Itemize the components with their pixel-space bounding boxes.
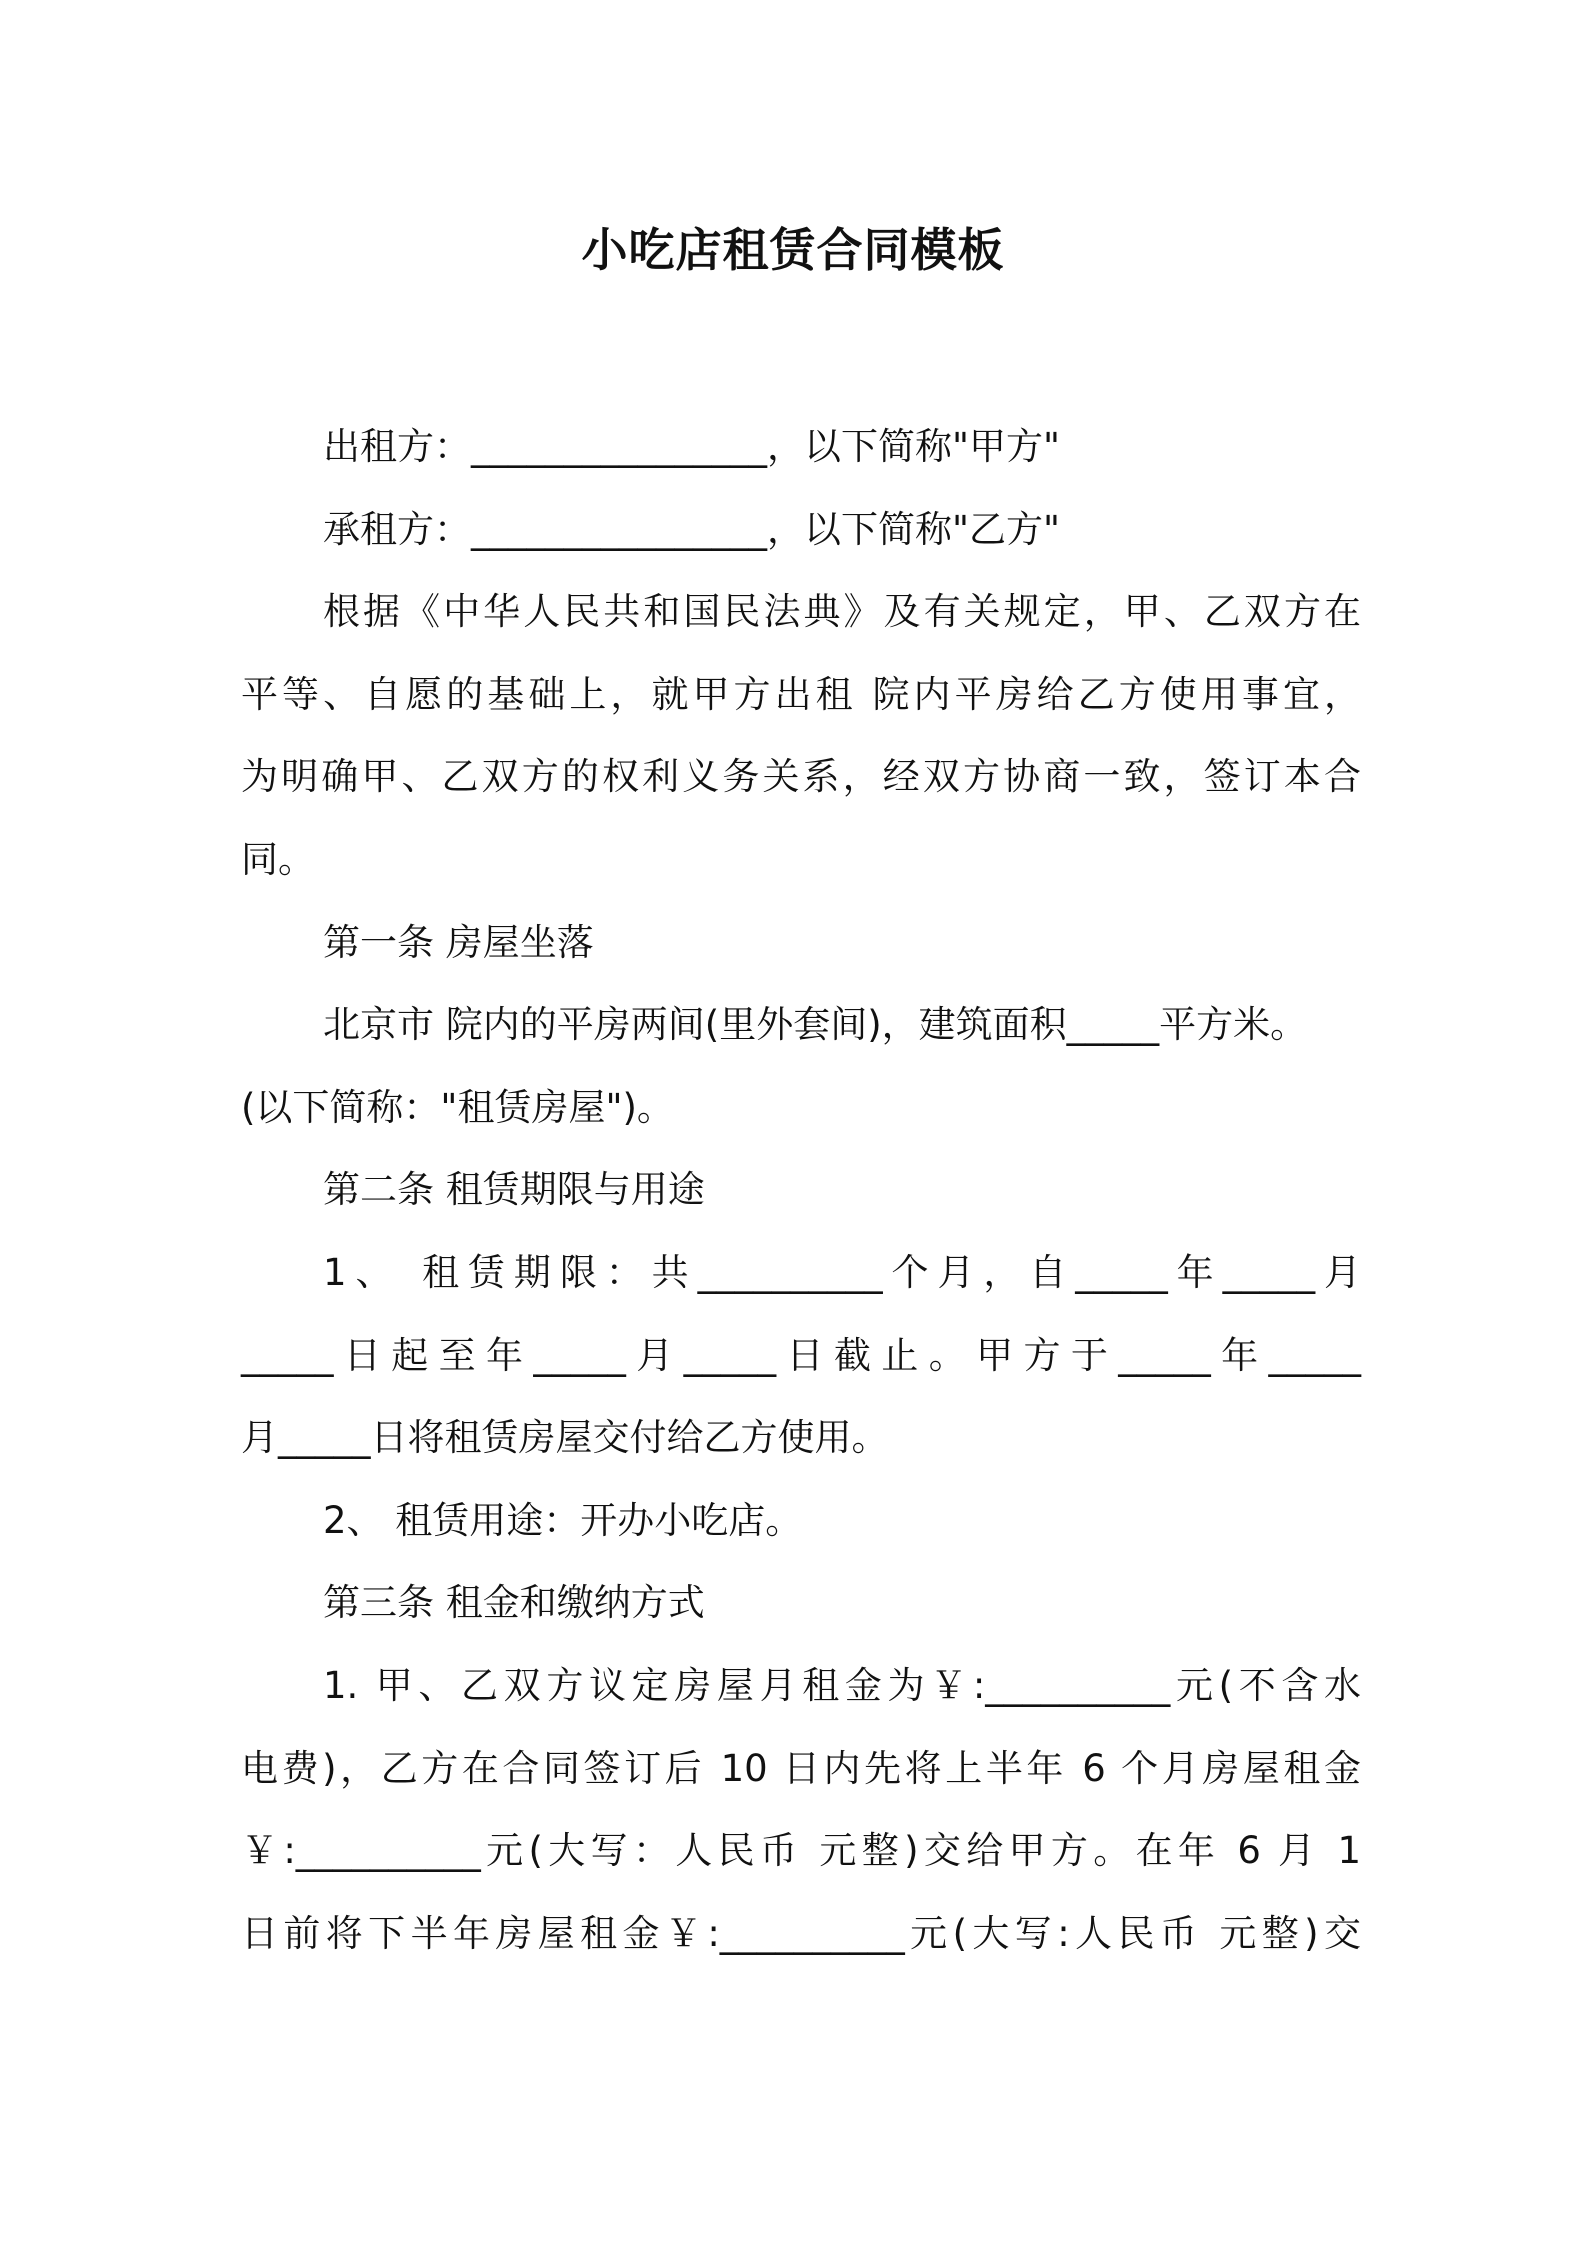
- article-3-rent-line-3: ￥:__________元(大写：人民币 元整)交给甲方。在年 6 月 1: [241, 1829, 1361, 1873]
- article-1-line-2: (以下简称："租赁房屋")。: [241, 1085, 674, 1129]
- article-1-line-1: 北京市 院内的平房两间(里外套间)，建筑面积_____平方米。: [323, 1003, 1308, 1047]
- article-2-purpose-line: 2、 租赁用途：开办小吃店。: [323, 1498, 803, 1542]
- preamble-line-1: 根据《中华人民共和国民法典》及有关规定，甲、乙双方在: [323, 590, 1361, 634]
- article-2-term-line-2: _____日起至年_____月_____日截止。甲方于_____年_____: [241, 1333, 1361, 1377]
- preamble-line-3: 为明确甲、乙双方的权利义务关系，经双方协商一致，签订本合: [241, 755, 1361, 799]
- article-3-rent-line-4: 日前将下半年房屋租金￥:__________元(大写:人民币 元整)交: [241, 1911, 1361, 1955]
- article-2-term-line-1: 1、 租赁期限：共__________个月，自_____年_____月: [323, 1250, 1361, 1294]
- document-body: [241, 406, 1361, 1975]
- article-3-heading: 第三条 租金和缴纳方式: [323, 1581, 705, 1625]
- document-title: 小吃店租赁合同模板: [581, 223, 1005, 277]
- article-3-rent-line-2: 电费)，乙方在合同签订后 10 日内先将上半年 6 个月房屋租金: [241, 1746, 1361, 1790]
- preamble-line-4: 同。: [241, 837, 315, 881]
- article-3-rent-line-1: 1. 甲、乙双方议定房屋月租金为￥:__________元(不含水: [323, 1663, 1361, 1707]
- article-2-heading: 第二条 租赁期限与用途: [323, 1168, 705, 1212]
- article-2-term-line-3: 月_____日将租赁房屋交付给乙方使用。: [241, 1416, 889, 1460]
- preamble-line-2: 平等、自愿的基础上，就甲方出租 院内平房给乙方使用事宜，: [241, 672, 1361, 716]
- article-1-heading: 第一条 房屋坐落: [323, 920, 594, 964]
- lessee-line: 承租方：________________，以下简称"乙方": [323, 507, 1061, 551]
- lessor-line: 出租方：________________，以下简称"甲方": [323, 425, 1061, 468]
